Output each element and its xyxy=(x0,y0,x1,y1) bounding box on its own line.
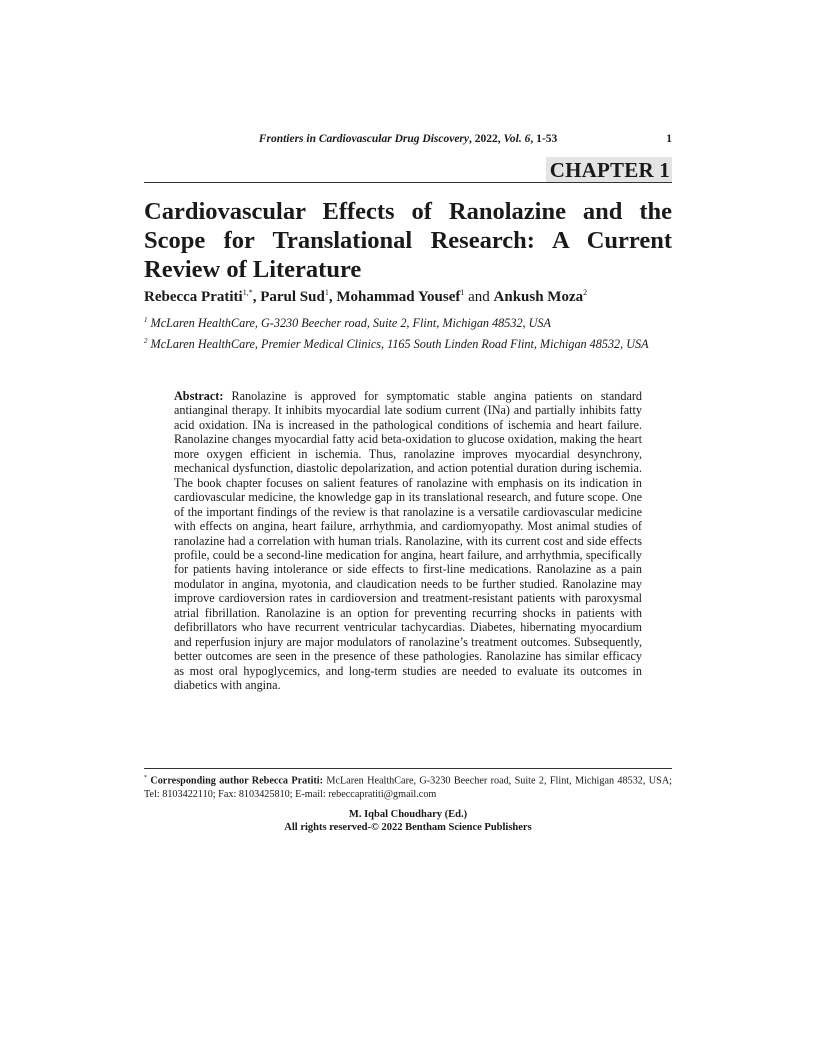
corresponding-author-footnote xyxy=(144,772,672,801)
affiliation-mark: 1 xyxy=(144,316,148,324)
author-name: Mohammad Yousef xyxy=(336,289,461,305)
author-affiliation-mark: 1 xyxy=(324,288,329,297)
copyright-notice: All rights reserved-© 2022 Bentham Science Publishers xyxy=(284,822,532,833)
footnote-text: McLaren HealthCare, G-3230 Beecher road, Suite 2, Flint, Michigan 48532, USA; Tel: 8103422110; Fax: 8103425810; E-mail: rebeccapratiti@gmail.com xyxy=(144,775,673,800)
paper-title: Cardiovascular Effects of Ranolazine and the Scope for Translational Research: A Current Review of Literature xyxy=(144,198,672,283)
journal-pages: , 1-53 xyxy=(530,133,558,145)
journal-volume: Vol. 6 xyxy=(503,133,531,145)
chapter-label: CHAPTER 1 xyxy=(546,157,672,183)
affiliation-text: McLaren HealthCare, G-3230 Beecher road, Suite 2, Flint, Michigan 48532, USA xyxy=(150,316,551,331)
author-name: Ankush Moza xyxy=(493,289,584,305)
abstract xyxy=(174,389,642,693)
footnote-mark: * xyxy=(144,775,147,781)
journal-name: Frontiers in Cardiovascular Drug Discovery xyxy=(258,133,470,145)
footnote-label: Corresponding author Rebecca Pratiti: xyxy=(150,775,324,787)
affiliation-text: McLaren HealthCare, Premier Medical Clinics, 1165 South Linden Road Flint, Michigan 48532, USA xyxy=(150,337,649,352)
journal-citation xyxy=(144,133,672,145)
page-number: 1 xyxy=(666,133,672,145)
editor-credit: M. Iqbal Choudhary (Ed.) xyxy=(348,809,468,820)
author-name: Parul Sud xyxy=(260,289,325,305)
abstract-label: Abstract: xyxy=(174,389,224,403)
chapter-divider xyxy=(144,182,672,183)
abstract-text: Ranolazine is approved for symptomatic stable angina patients on standard antianginal therapy. It inhibits myocardial late sodium current (INa) and partially inhibits fatty acid oxidation. INa is increased in the pathological conditions of ischemia and heart failure. Ranolazine changes myocardial fatty acid beta-oxidation to glucose oxidation, making the heart more oxygen efficient in ischemia. Thus, ranolazine improves myocardial desynchrony, mechanical dysfunction, diastolic depolarization, and action potential duration during ischemia. The book chapter focuses on salient features of ranolazine with emphasis on its indication in cardiovascular medicine, the knowledge gap in its translational research, and future scope. One of the important findings of the review is that ranolazine is a versatile cardiovascular medicine with effects on angina, heart failure, arrhythmia, and cardiomyopathy. Most animal studies of ranolazine had a correlation with human trials. Ranolazine, with its current cost and side effects profile, could be a second-line medication for angina, heart failure, and arrhythmia, specifically for patients having intolerance or side effects to first-line medications. Ranolazine as a pain modulator in angina, myotonia, and claudication needs to be further studied. Ranolazine may improve cardioversion rates in cardioversion and treatment-resistant patients with paroxysmal atrial fibrillation. Ranolazine is an option for preventing recurring shocks in patients with defibrillators who have recurrent ventricular tachycardias. Diabetes, hibernating myocardium and reperfusion injury are major modulators of ranolazine’s treatment outcomes. Subsequently, better outcomes are seen in the presence of these pathologies. Ranolazine has similar efficacy as most oral hypoglycemics, and long-term studies are needed to evaluate its outcomes in diabetics with angina. xyxy=(174,389,643,693)
journal-year: , 2022, xyxy=(469,133,504,145)
author-affiliation-mark: 2 xyxy=(583,288,588,297)
author-affiliation-mark: 1,* xyxy=(242,288,253,297)
author-list xyxy=(144,288,672,306)
author-affiliation-mark: 1 xyxy=(460,288,465,297)
affiliation-mark: 2 xyxy=(144,337,148,345)
footnote-divider xyxy=(144,768,672,769)
affiliation-1 xyxy=(144,312,672,332)
author-separator: , xyxy=(252,289,261,305)
author-separator: , xyxy=(328,289,337,305)
author-separator: and xyxy=(464,289,494,305)
affiliation-2 xyxy=(144,333,672,353)
author-name: Rebecca Pratiti xyxy=(144,289,243,305)
